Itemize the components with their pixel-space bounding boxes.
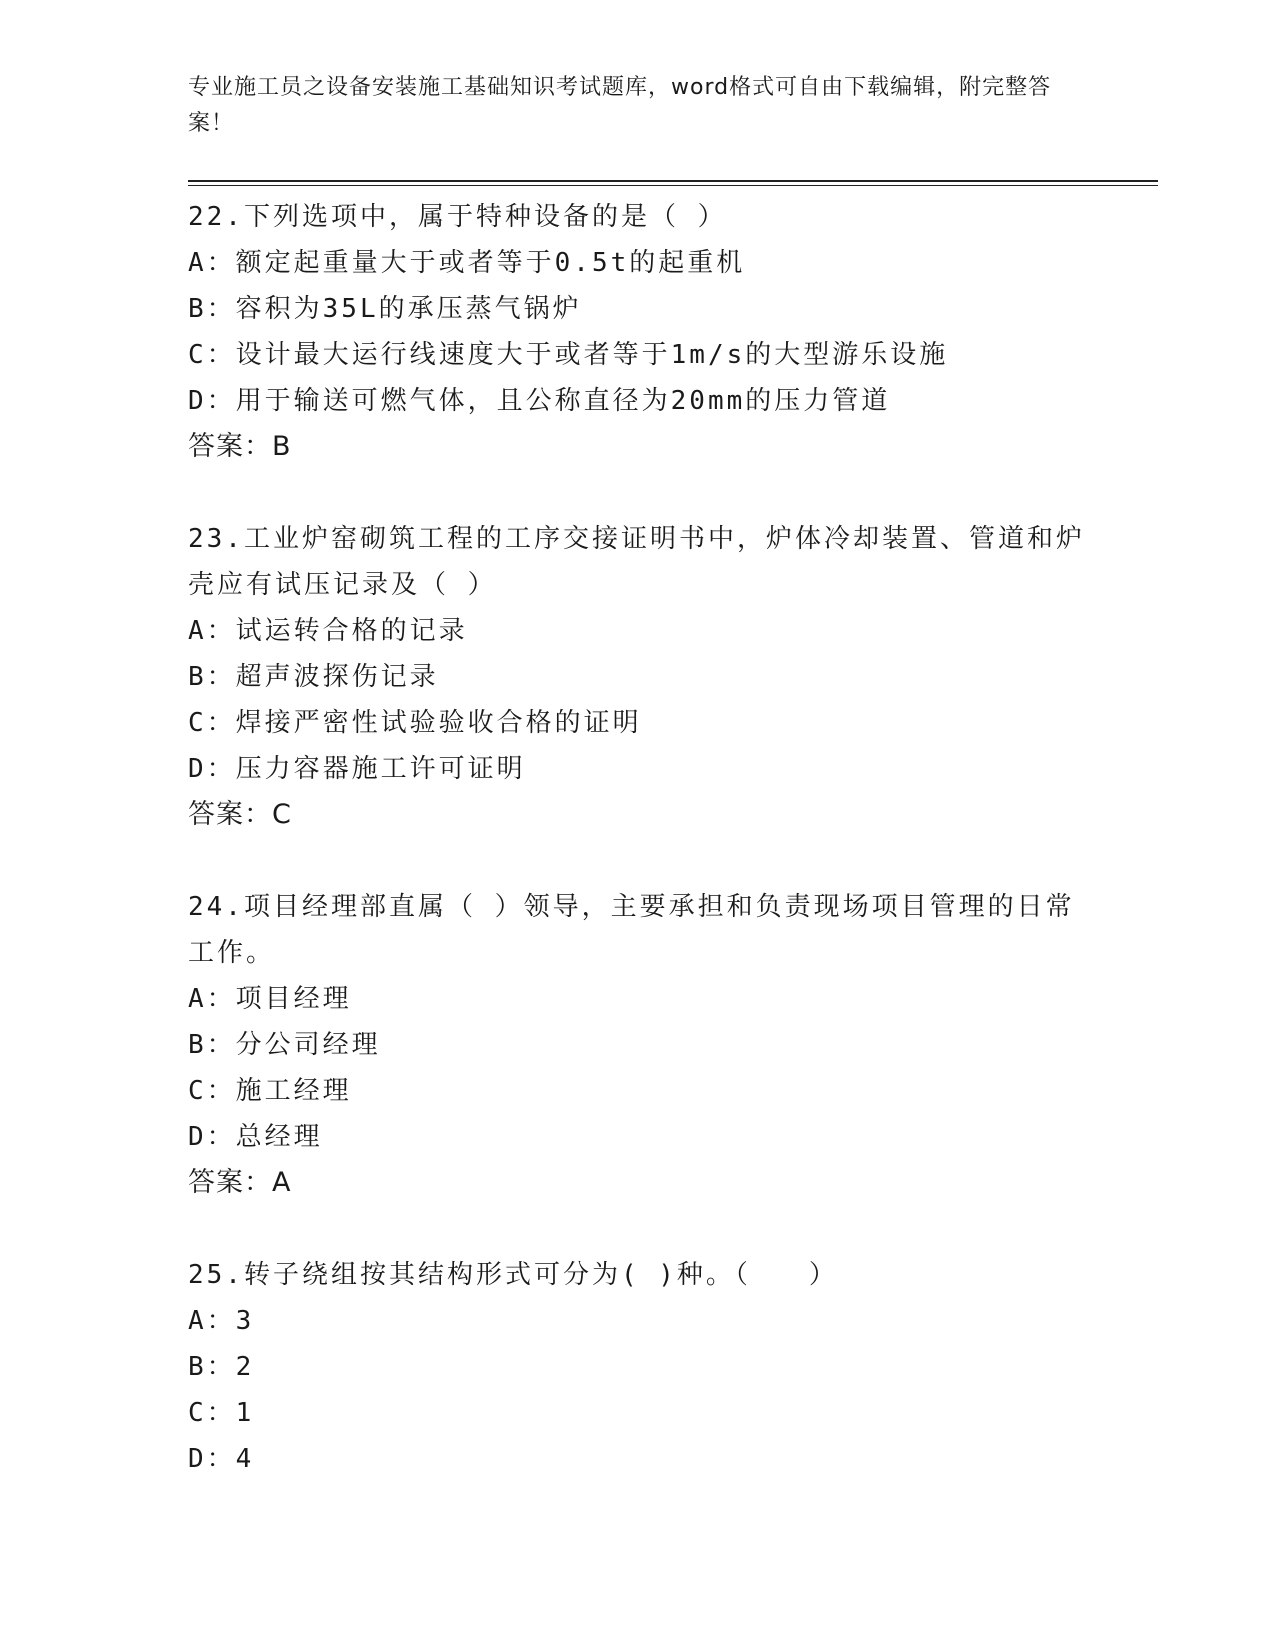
question-23 <box>188 516 1158 838</box>
question-stem: 25.转子绕组按其结构形式可分为( )种。（ ） <box>188 1260 838 1290</box>
question-24 <box>188 884 1158 1206</box>
spacer <box>188 1206 1158 1252</box>
question-stem: 24.项目经理部直属（ ）领导，主要承担和负责现场项目管理的日常工作。 <box>188 892 1075 968</box>
answer-line: 答案：C <box>188 799 292 830</box>
option-b: B：分公司经理 <box>188 1030 381 1060</box>
option-d: D：压力容器施工许可证明 <box>188 754 526 784</box>
header-divider <box>188 180 1158 186</box>
question-stem: 22.下列选项中，属于特种设备的是（ ） <box>188 202 727 232</box>
option-c: C：1 <box>188 1398 255 1428</box>
option-d: D：4 <box>188 1444 255 1474</box>
question-stem: 23.工业炉窑砌筑工程的工序交接证明书中，炉体冷却装置、管道和炉壳应有试压记录及（ ） <box>188 524 1085 600</box>
question-25 <box>188 1252 1158 1482</box>
option-c: C：施工经理 <box>188 1076 352 1106</box>
document-header: 专业施工员之设备安装施工基础知识考试题库，word格式可自由下载编辑，附完整答案！ <box>188 75 1052 136</box>
option-c: C：焊接严密性试验验收合格的证明 <box>188 708 642 738</box>
option-b: B：容积为35L的承压蒸气锅炉 <box>188 294 582 324</box>
option-a: A：额定起重量大于或者等于0.5t的起重机 <box>188 248 746 278</box>
option-d: D：用于输送可燃气体，且公称直径为20mm的压力管道 <box>188 386 891 416</box>
option-c: C：设计最大运行线速度大于或者等于1m/s的大型游乐设施 <box>188 340 949 370</box>
answer-line: 答案：A <box>188 1167 292 1198</box>
question-22 <box>188 194 1158 470</box>
option-d: D：总经理 <box>188 1122 323 1152</box>
spacer <box>188 470 1158 516</box>
answer-line: 答案：B <box>188 431 292 462</box>
option-a: A：3 <box>188 1306 255 1336</box>
option-b: B：超声波探伤记录 <box>188 662 439 692</box>
document-page <box>188 70 1158 1482</box>
spacer <box>188 838 1158 884</box>
option-a: A：试运转合格的记录 <box>188 616 468 646</box>
option-b: B：2 <box>188 1352 255 1382</box>
option-a: A：项目经理 <box>188 984 352 1014</box>
